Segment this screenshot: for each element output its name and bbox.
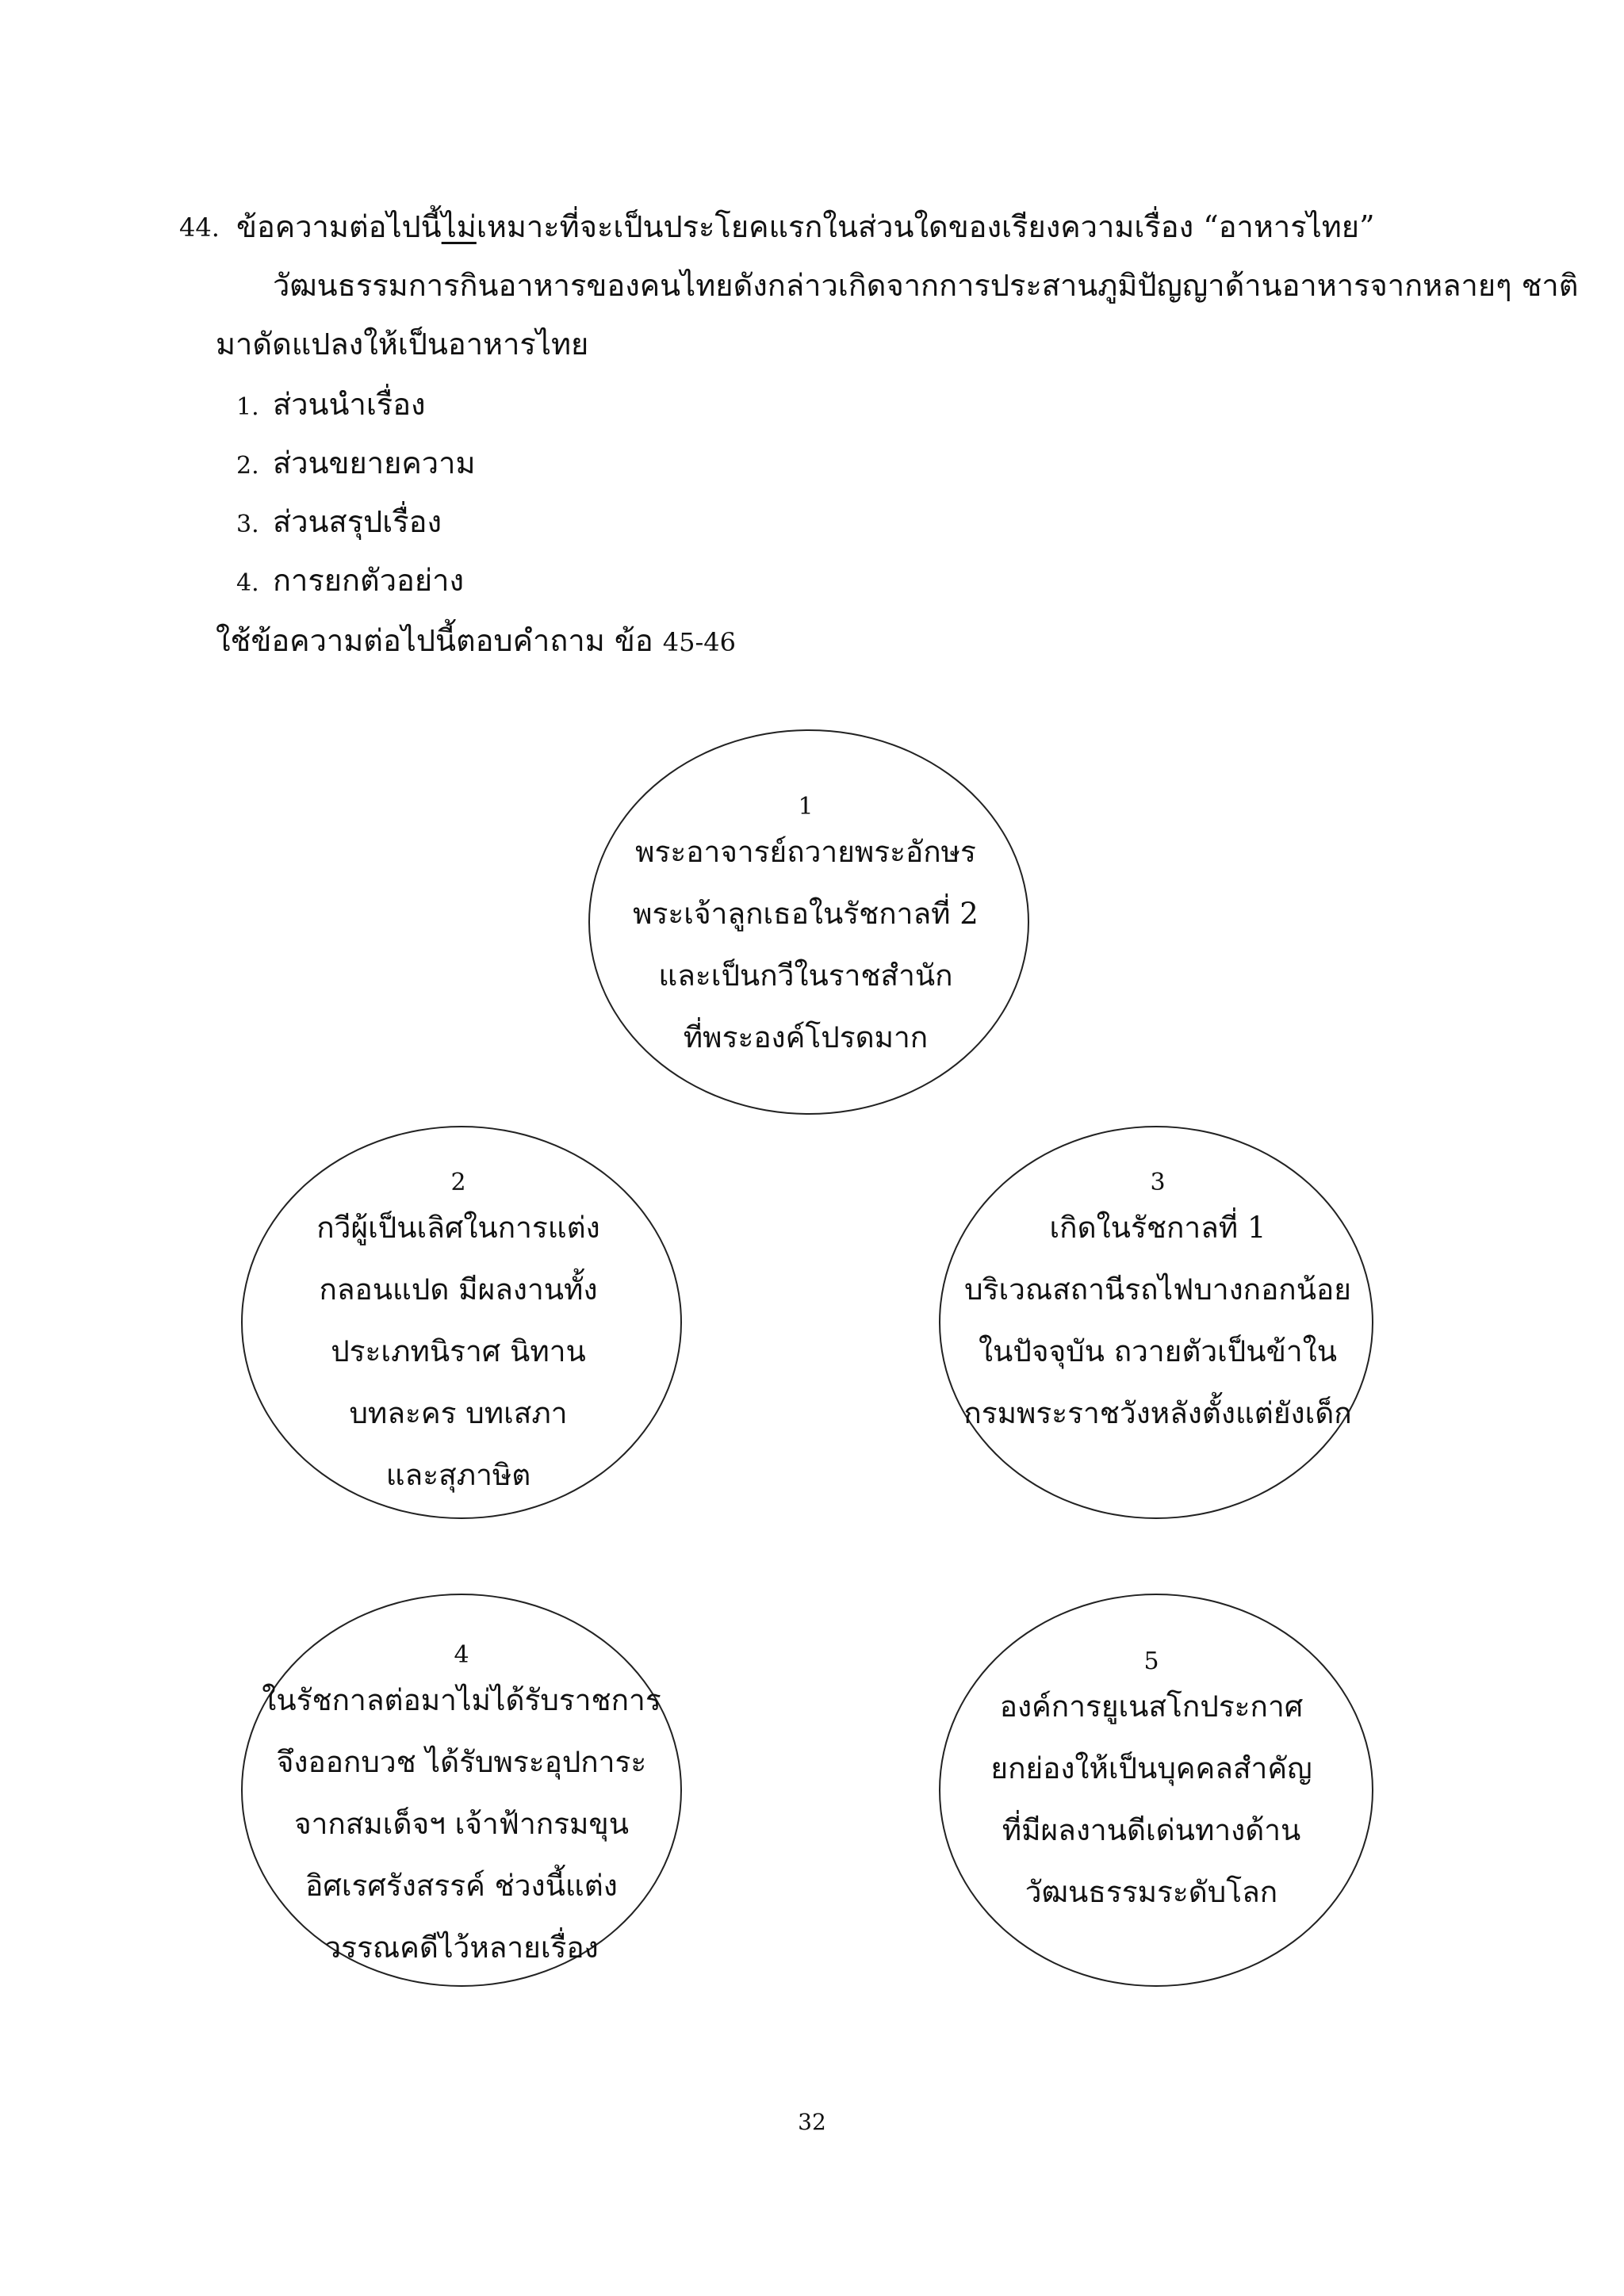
circle-line: กลอนแปด มีผลงานทั้ง xyxy=(319,1272,598,1307)
circle-number: 5 xyxy=(1143,1647,1159,1675)
circle-line: เกิดในรัชกาลที่ 1 xyxy=(1049,1211,1266,1245)
stem-underlined-word: ไม่ xyxy=(441,209,477,244)
circle-line: อิศเรศรังสรรค์ ช่วงนี้แต่ง xyxy=(305,1869,618,1903)
circle-line: ในรัชกาลต่อมาไม่ได้รับราชการ xyxy=(262,1683,661,1717)
instruction-text: ใช้ข้อความต่อไปนี้ตอบคำถาม ข้อ xyxy=(216,623,663,658)
instruction xyxy=(216,623,736,660)
circle-line: ยกย่องให้เป็นบุคคลสำคัญ xyxy=(990,1751,1312,1785)
circle-line: วรรณคดีไว้หลายเรื่อง xyxy=(324,1931,599,1965)
circle-1-text xyxy=(633,793,979,1069)
circle-line: วัฒนธรรมระดับโลก xyxy=(1025,1875,1278,1909)
option-3 xyxy=(236,504,442,541)
circle-number: 3 xyxy=(1150,1169,1166,1196)
option-2 xyxy=(236,446,476,482)
circle-line: บทละคร บทเสภา xyxy=(349,1396,568,1430)
option-text: ส่วนนำเรื่อง xyxy=(273,387,426,422)
circle-line: บริเวณสถานีรถไฟบางกอกน้อย xyxy=(964,1272,1351,1307)
option-text: ส่วนสรุปเรื่อง xyxy=(273,504,442,539)
circle-number: 1 xyxy=(798,793,814,821)
circle-line: ในปัจจุบัน ถวายตัวเป็นข้าใน xyxy=(978,1334,1338,1368)
option-number: 3. xyxy=(236,511,259,538)
option-1 xyxy=(236,387,426,423)
option-number: 1. xyxy=(236,393,259,421)
circle-4-text xyxy=(262,1641,661,1979)
passage-line-2: มาดัดแปลงให้เป็นอาหารไทย xyxy=(216,327,589,362)
stem-after: เหมาะที่จะเป็นประโยคแรกในส่วนใดของเรียงความเรื่อง “อาหารไทย” xyxy=(476,209,1375,244)
circle-line: และสุภาษิต xyxy=(385,1458,531,1492)
option-text: ส่วนขยายความ xyxy=(273,446,476,480)
circle-number: 4 xyxy=(454,1641,469,1669)
question-stem xyxy=(236,209,1375,246)
circle-5-text xyxy=(990,1647,1312,1923)
circle-line: พระเจ้าลูกเธอในรัชกาลที่ 2 xyxy=(633,897,979,931)
circle-line: ที่พระองค์โปรดมาก xyxy=(683,1020,929,1054)
circle-line: และเป็นกวีในราชสำนัก xyxy=(658,959,953,993)
circle-line: กวีผู้เป็นเลิศในการแต่ง xyxy=(316,1211,600,1245)
instruction-range: 45-46 xyxy=(662,627,736,657)
circle-line: พระอาจารย์ถวายพระอักษร xyxy=(635,835,976,869)
circle-line: จากสมเด็จฯ เจ้าฟ้ากรมขุน xyxy=(293,1807,630,1841)
circle-line: ที่มีผลงานดีเด่นทางด้าน xyxy=(1002,1813,1301,1847)
circle-line: ประเภทนิราศ นิทาน xyxy=(331,1334,586,1368)
question-number: 44. xyxy=(179,212,220,243)
circle-line: จึงออกบวช ได้รับพระอุปการะ xyxy=(276,1745,647,1779)
stem-before: ข้อความต่อไปนี้ xyxy=(236,209,442,244)
option-number: 4. xyxy=(236,569,259,597)
circle-2-text xyxy=(316,1169,599,1506)
option-number: 2. xyxy=(236,452,259,480)
circle-3-text xyxy=(963,1169,1351,1445)
page-number: 32 xyxy=(798,2109,826,2135)
passage-line-1: วัฒนธรรมการกินอาหารของคนไทยดังกล่าวเกิดจากการประสานภูมิปัญญาด้านอาหารจากหลายๆ ชาติ xyxy=(273,268,1579,303)
circle-line: องค์การยูเนสโกประกาศ xyxy=(999,1689,1304,1724)
circle-line: กรมพระราชวังหลังตั้งแต่ยังเด็ก xyxy=(963,1396,1352,1430)
option-4 xyxy=(236,563,464,599)
option-text: การยกตัวอย่าง xyxy=(273,563,465,598)
circle-number: 2 xyxy=(450,1169,466,1196)
